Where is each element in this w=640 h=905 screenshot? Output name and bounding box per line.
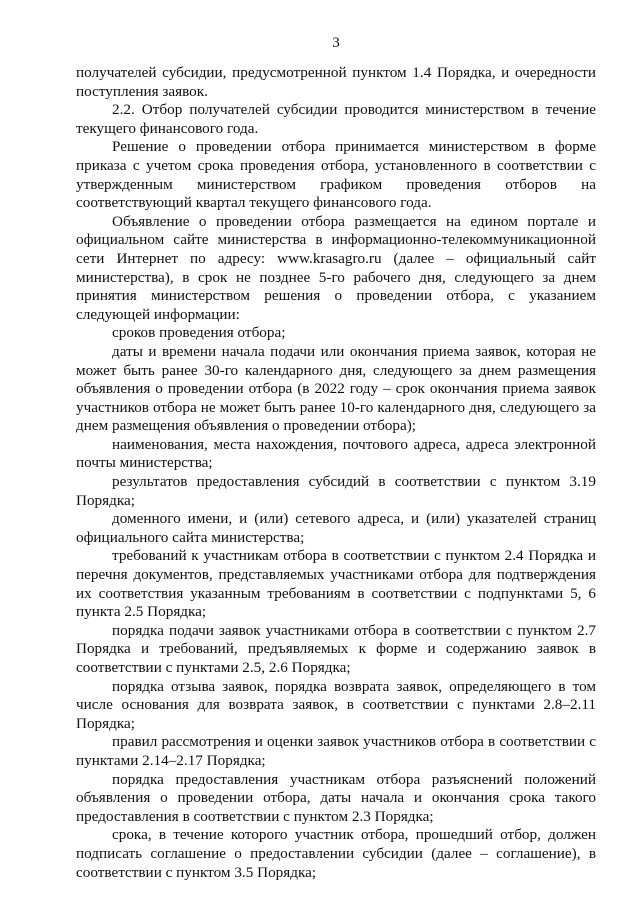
paragraph: правил рассмотрения и оценки заявок участников отбора в соответствии с пунктами 2.14–2.17 Порядка; [76, 733, 596, 769]
paragraph: 2.2. Отбор получателей субсидии проводится министерством в течение текущего финансового года. [76, 101, 596, 137]
paragraph: получателей субсидии, предусмотренной пунктом 1.4 Порядка, и очередности поступления заявок. [76, 64, 596, 100]
paragraph: требований к участникам отбора в соответствии с пунктом 2.4 Порядка и перечня документов, представляемых участниками отбора для подтверждения их соответствия указанным требованиям в соответствии с подпунктами 5, 6 пункта 2.5 Порядка; [76, 547, 596, 621]
paragraph: Решение о проведении отбора принимается министерством в форме приказа с учетом срока проведения отбора, установленного в соответствии с утвержденным министерством графиком проведения отборов на соответствующий квартал текущего финансового года. [76, 138, 596, 212]
page-number: 3 [332, 35, 340, 51]
paragraph: результатов предоставления субсидий в соответствии с пунктом 3.19 Порядка; [76, 473, 596, 509]
paragraph: наименования, места нахождения, почтового адреса, адреса электронной почты министерства; [76, 435, 596, 472]
paragraph: доменного имени, и (или) сетевого адреса, и (или) указателей страниц официального сайта министерства; [76, 510, 596, 546]
paragraph: порядка подачи заявок участниками отбора в соответствии с пунктом 2.7 Порядка и требований, предъявляемых к форме и содержанию заявок в соответствии с пунктами 2.5, 2.6 Порядка; [76, 621, 596, 676]
paragraph: даты и времени начала подачи или окончания приема заявок, которая не может быть ранее 30-го календарного дня, следующего за днем размещения объявления о проведении отбора (в 2022 году – срок окончания приема заявок участников отбора не может быть ранее 10-го календарного дня, следующего за днем размещения объявления о проведении отбора); [76, 342, 596, 435]
paragraph: Объявление о проведении отбора размещается на едином портале и официальном сайте министерства в информационно-телекоммуникационной сети Интернет по адресу: www.krasagro.ru (далее – официальный сайт министерства), в срок не позднее 5-го рабочего дня, следующего за днем принятия министерством решения о проведении отбора, с указанием следующей информации: [76, 212, 596, 323]
body-text [76, 64, 596, 882]
paragraph: порядка предоставления участникам отбора разъяснений положений объявления о проведении отбора, даты начала и окончания срока такого предоставления в соответствии с пунктом 2.3 Порядка; [76, 770, 596, 825]
paragraph: сроков проведения отбора; [112, 324, 286, 342]
paragraph: срока, в течение которого участник отбора, прошедший отбор, должен подписать соглашение о предоставлении субсидии (далее – соглашение), в соответствии с пунктом 3.5 Порядка; [76, 826, 596, 881]
paragraph: порядка отзыва заявок, порядка возврата заявок, определяющего в том числе основания для возврата заявок, в соответствии с пунктами 2.8–2.11 Порядка; [76, 677, 596, 732]
